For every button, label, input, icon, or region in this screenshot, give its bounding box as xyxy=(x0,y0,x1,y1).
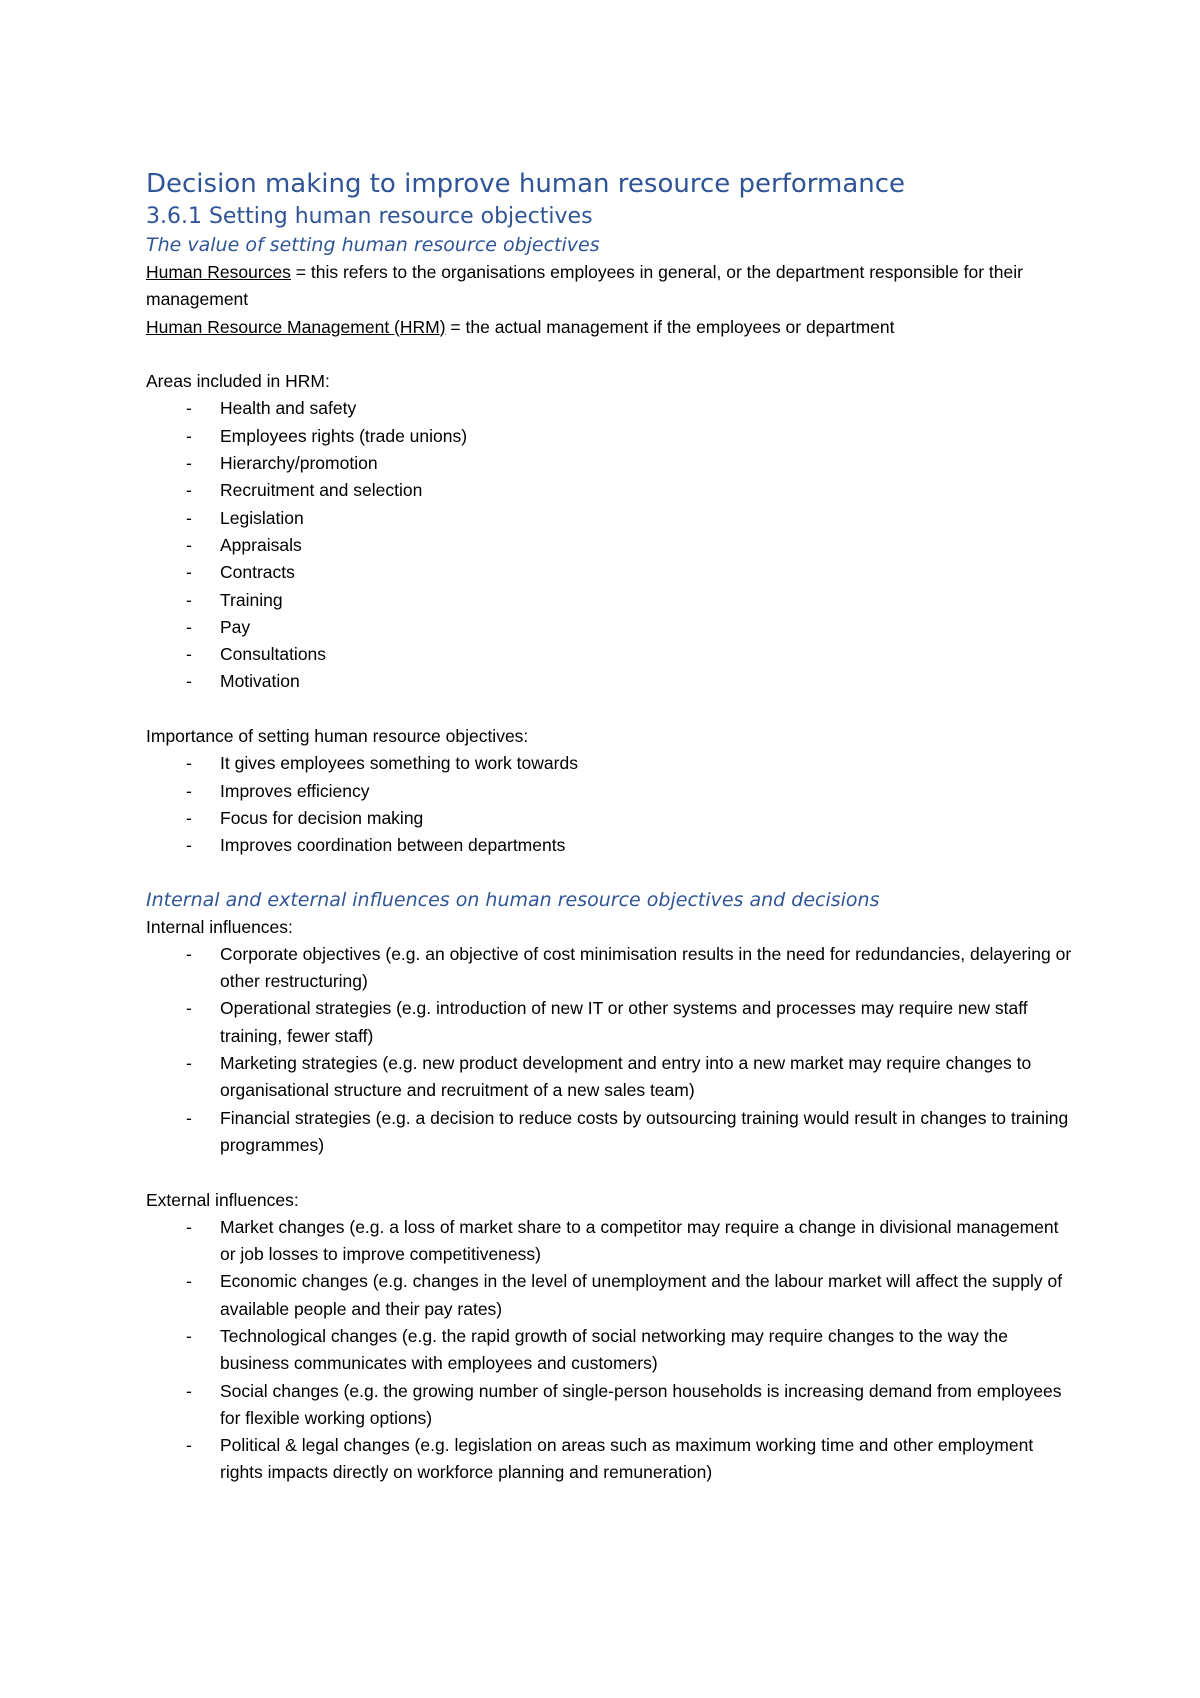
internal-list xyxy=(146,941,1076,1159)
list-item: - Political & legal changes (e.g. legislation on areas such as maximum working time and other employment rights impacts directly on workforce planning and remuneration) xyxy=(146,1432,1076,1487)
list-item: - Economic changes (e.g. changes in the level of unemployment and the labour market will affect the supply of available people and their pay rates) xyxy=(146,1268,1076,1323)
list-item: - Technological changes (e.g. the rapid growth of social networking may require changes to the way the business communicates with employees and customers) xyxy=(146,1323,1076,1378)
list-item: - Pay xyxy=(146,614,1076,641)
definition-text: = the actual management if the employees or department xyxy=(445,316,895,337)
list-item: - Improves efficiency xyxy=(146,778,1076,805)
list-item: - It gives employees something to work towards xyxy=(146,750,1076,777)
list-item: - Operational strategies (e.g. introduction of new IT or other systems and processes may require new staff training, fewer staff) xyxy=(146,995,1076,1050)
paragraph-spacer xyxy=(146,341,1076,368)
external-list xyxy=(146,1214,1076,1487)
definition-text: = this refers to the organisations employees in general, or the department responsible for their management xyxy=(146,262,1023,310)
section-heading: 3.6.1 Setting human resource objectives xyxy=(146,204,593,229)
list-item: - Marketing strategies (e.g. new product development and entry into a new market may require changes to organisational structure and recruitment of a new sales team) xyxy=(146,1050,1076,1105)
list-item: - Appraisals xyxy=(146,532,1076,559)
document-body xyxy=(146,166,1076,1487)
list-item: - Health and safety xyxy=(146,395,1076,422)
definition-hrm xyxy=(146,314,1076,341)
definition-term: Human Resource Management (HRM) xyxy=(146,316,446,337)
list-item: - Employees rights (trade unions) xyxy=(146,423,1076,450)
internal-heading: Internal influences: xyxy=(146,916,293,937)
paragraph-spacer xyxy=(146,696,1076,723)
list-item: - Contracts xyxy=(146,559,1076,586)
list-item: - Improves coordination between departments xyxy=(146,832,1076,859)
importance-list xyxy=(146,750,1076,859)
list-item: - Consultations xyxy=(146,641,1076,668)
list-item: - Hierarchy/promotion xyxy=(146,450,1076,477)
importance-heading: Importance of setting human resource objectives: xyxy=(146,726,529,747)
list-item: - Recruitment and selection xyxy=(146,477,1076,504)
areas-list xyxy=(146,395,1076,695)
areas-heading: Areas included in HRM: xyxy=(146,371,330,392)
definition-human-resources xyxy=(146,259,1076,314)
paragraph-spacer xyxy=(146,1159,1076,1186)
list-item: - Focus for decision making xyxy=(146,805,1076,832)
list-item: - Social changes (e.g. the growing number of single-person households is increasing demand from employees for flexible working options) xyxy=(146,1378,1076,1433)
list-item: - Training xyxy=(146,587,1076,614)
list-item: - Market changes (e.g. a loss of market share to a competitor may require a change in divisional management or job losses to improve competitiveness) xyxy=(146,1214,1076,1269)
definition-term: Human Resources xyxy=(146,262,291,282)
list-item: - Corporate objectives (e.g. an objective of cost minimisation results in the need for redundancies, delayering or other restructuring) xyxy=(146,941,1076,996)
list-item: - Motivation xyxy=(146,668,1076,695)
external-heading: External influences: xyxy=(146,1189,299,1210)
list-item: - Legislation xyxy=(146,505,1076,532)
subsection-heading-value: The value of setting human resource objectives xyxy=(146,234,600,256)
subsection-heading-influences: Internal and external influences on human resource objectives and decisions xyxy=(146,888,880,911)
list-item: - Financial strategies (e.g. a decision to reduce costs by outsourcing training would result in changes to training programmes) xyxy=(146,1105,1076,1160)
document-title: Decision making to improve human resource performance xyxy=(146,169,906,199)
